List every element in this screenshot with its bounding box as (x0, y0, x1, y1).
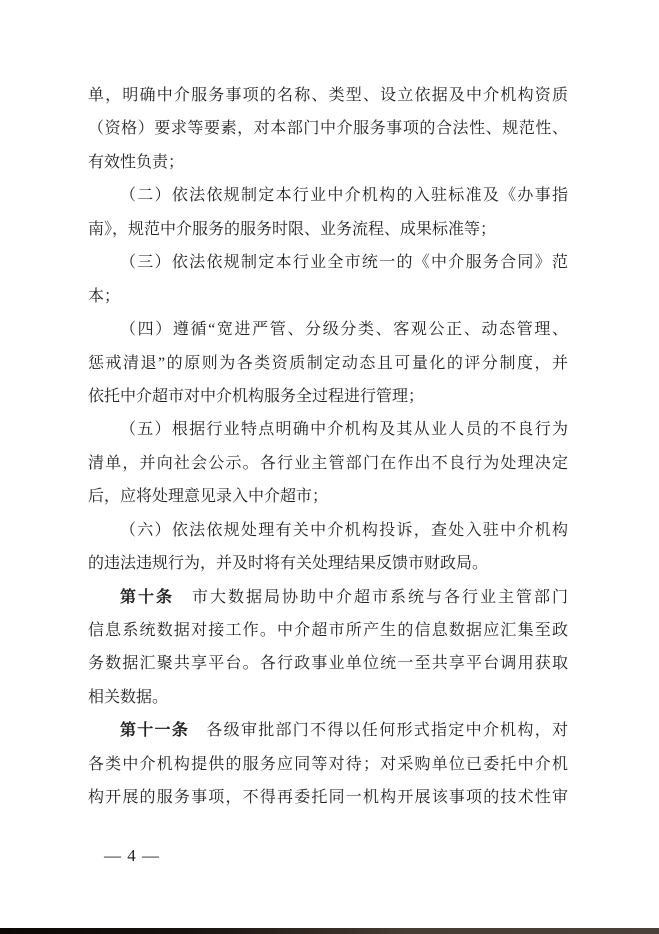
text-line (88, 112, 568, 145)
text-line (120, 413, 568, 446)
text-line (120, 714, 568, 747)
text-line (120, 514, 568, 547)
line-text: 有效性负责； (88, 153, 185, 171)
document-body (88, 79, 568, 815)
line-text: （二）依法依规制定本行业中介机构的入驻标准及《办事指 (120, 187, 568, 205)
text-line (88, 547, 568, 580)
line-text: 各类中介机构提供的服务应同等对待；对采购单位已委托中介机 (88, 755, 568, 773)
article-number: 第十条 (120, 588, 174, 606)
scan-bottom-edge (0, 928, 659, 934)
line-text: （四）遵循“宽进严管、分级分类、客观公正、动态管理、 (120, 321, 568, 339)
line-text: 相关数据。 (88, 688, 169, 706)
line-text: 依托中介超市对中介机构服务全过程进行管理； (88, 387, 425, 405)
text-line (88, 681, 568, 714)
text-line (88, 781, 568, 814)
text-line (88, 447, 568, 480)
line-text: 惩戒清退”的原则为各类资质制定动态且可量化的评分制度，并 (88, 354, 568, 372)
text-line (88, 146, 568, 179)
line-text: 南》，规范中介服务的服务时限、业务流程、成果标准等； (88, 220, 497, 238)
line-text: 务数据汇聚共享平台。各行政事业单位统一至共享平台调用获取 (88, 655, 568, 673)
line-text: （五）根据行业特点明确中介机构及其从业人员的不良行为 (120, 421, 568, 439)
line-text: 后，应将处理意见录入中介超市； (88, 488, 329, 506)
text-line (88, 380, 568, 413)
line-text: （资格）要求等要素，对本部门中介服务事项的合法性、规范性、 (88, 120, 568, 138)
line-text: 本； (88, 287, 121, 305)
line-text: （六）依法依规处理有关中介机构投诉，查处入驻中介机构 (120, 521, 568, 539)
text-line (120, 581, 568, 614)
text-line (120, 179, 568, 212)
text-line (88, 614, 568, 647)
text-line (120, 246, 568, 279)
line-text: 信息系统数据对接工作。中介超市所产生的信息数据应汇集至政 (88, 622, 568, 639)
line-text: 单，明确中介服务事项的名称、类型、设立依据及中介机构资质 (88, 87, 568, 104)
line-text: 市大数据局协助中介超市系统与各行业主管部门 (174, 588, 568, 606)
line-text: 各级审批部门不得以任何形式指定中介机构，对 (189, 722, 568, 740)
line-text: 的违法违规行为，并及时将有关处理结果反馈市财政局。 (88, 555, 489, 573)
line-text: 清单，并向社会公示。各行业主管部门在作出不良行为处理决定 (88, 454, 568, 472)
line-text: 构开展的服务事项，不得再委托同一机构开展该事项的技术性审 (88, 789, 568, 807)
article-number: 第十一条 (120, 722, 190, 740)
text-line (88, 647, 568, 680)
text-line (88, 748, 568, 781)
line-text: （三）依法依规制定本行业全市统一的《中介服务合同》范 (120, 254, 568, 272)
page-number: — 4 — (104, 846, 160, 865)
text-line (88, 280, 568, 313)
text-line (88, 347, 568, 380)
text-line (88, 79, 568, 112)
text-line (88, 213, 568, 246)
text-line (120, 313, 568, 346)
text-line (88, 480, 568, 513)
